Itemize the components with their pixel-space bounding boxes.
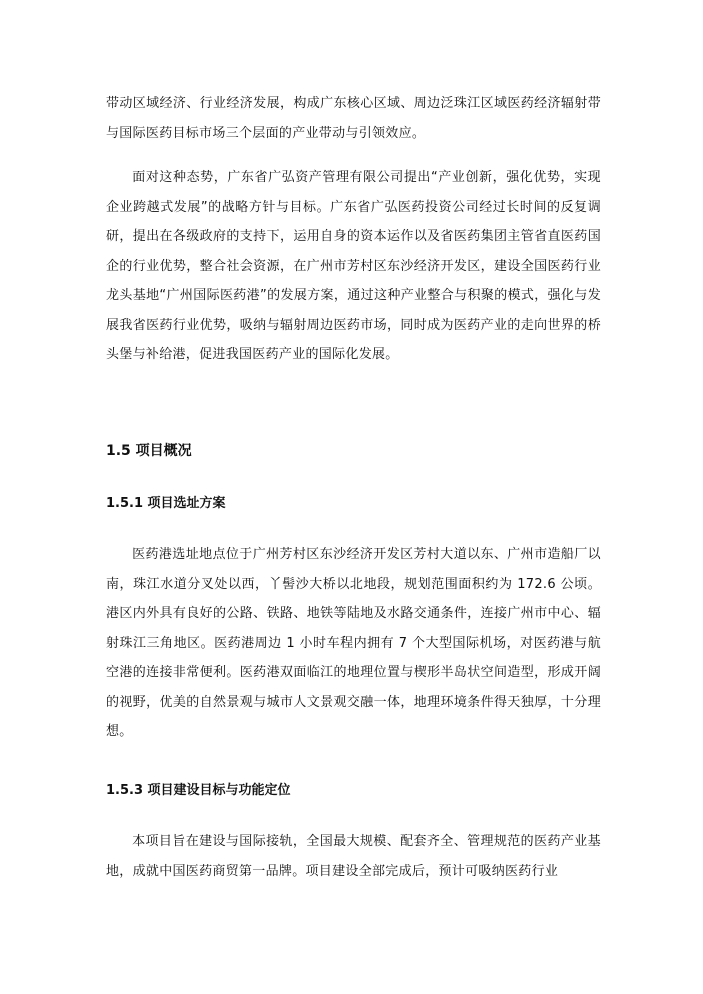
paragraph-goals [106,827,601,886]
section-heading: 1.5 项目概况 [106,443,192,459]
paragraph-text: 带动区域经济、行业经济发展，构成广东核心区域、周边泛珠江区域医药经济辐射带与国际医药目标市场三个层面的产业带动与引领效应。 [106,96,601,141]
heading-1-5-1 [106,494,601,514]
paragraph-text: 面对这种态势，广东省广弘资产管理有限公司提出“产业创新，强化优势，实现企业跨越式发展”的战略方针与目标。广东省广弘医药投资公司经过长时间的反复调研，提出在各级政府的支持下，运用自身的资本运作以及省医药集团主管省直医药国企的行业优势，整合社会资源，在广州市芳村区东沙经济开发区，建设全国医药行业龙头基地“广州国际医药港”的发展方案，通过这种产业整合与积聚的模式，强化与发展我省医药行业优势，吸纳与辐射周边医药市场，同时成为医药产业的走向世界的桥头堡与补给港，促进我国医药产业的国际化发展。 [106,170,601,362]
paragraph-intro-continuation [106,89,601,148]
heading-1-5 [106,441,601,461]
paragraph-text: 医药港选址地点位于广州芳村区东沙经济开发区芳村大道以东、广州市造船厂以南，珠江水道分叉处以西，丫髻沙大桥以北地段，规划范围面积约为 172.6 公顷。港区内外具有良好的公路、铁路、地铁等陆地及水路交通条件，连接广州市中心、辐射珠江三角地区。医药港周边 1 小时车程内拥有 7 个大型国际机场，对医药港与航空港的连接非常便利。医药港双面临江的地理位置与楔形半岛状空间造型，形成开阔的视野，优美的自然景观与城市人文景观交融一体，地理环境条件得天独厚，十分理想。 [106,547,601,739]
subsection-heading: 1.5.1 项目选址方案 [106,496,226,511]
paragraph-text: 本项目旨在建设与国际接轨，全国最大规模、配套齐全、管理规范的医药产业基地，成就中国医药商贸第一品牌。项目建设全部完成后，预计可吸纳医药行业 [106,834,601,879]
paragraph-strategy [106,163,601,370]
subsection-heading: 1.5.3 项目建设目标与功能定位 [106,783,291,798]
paragraph-site-selection [106,540,601,747]
heading-1-5-3 [106,781,601,801]
